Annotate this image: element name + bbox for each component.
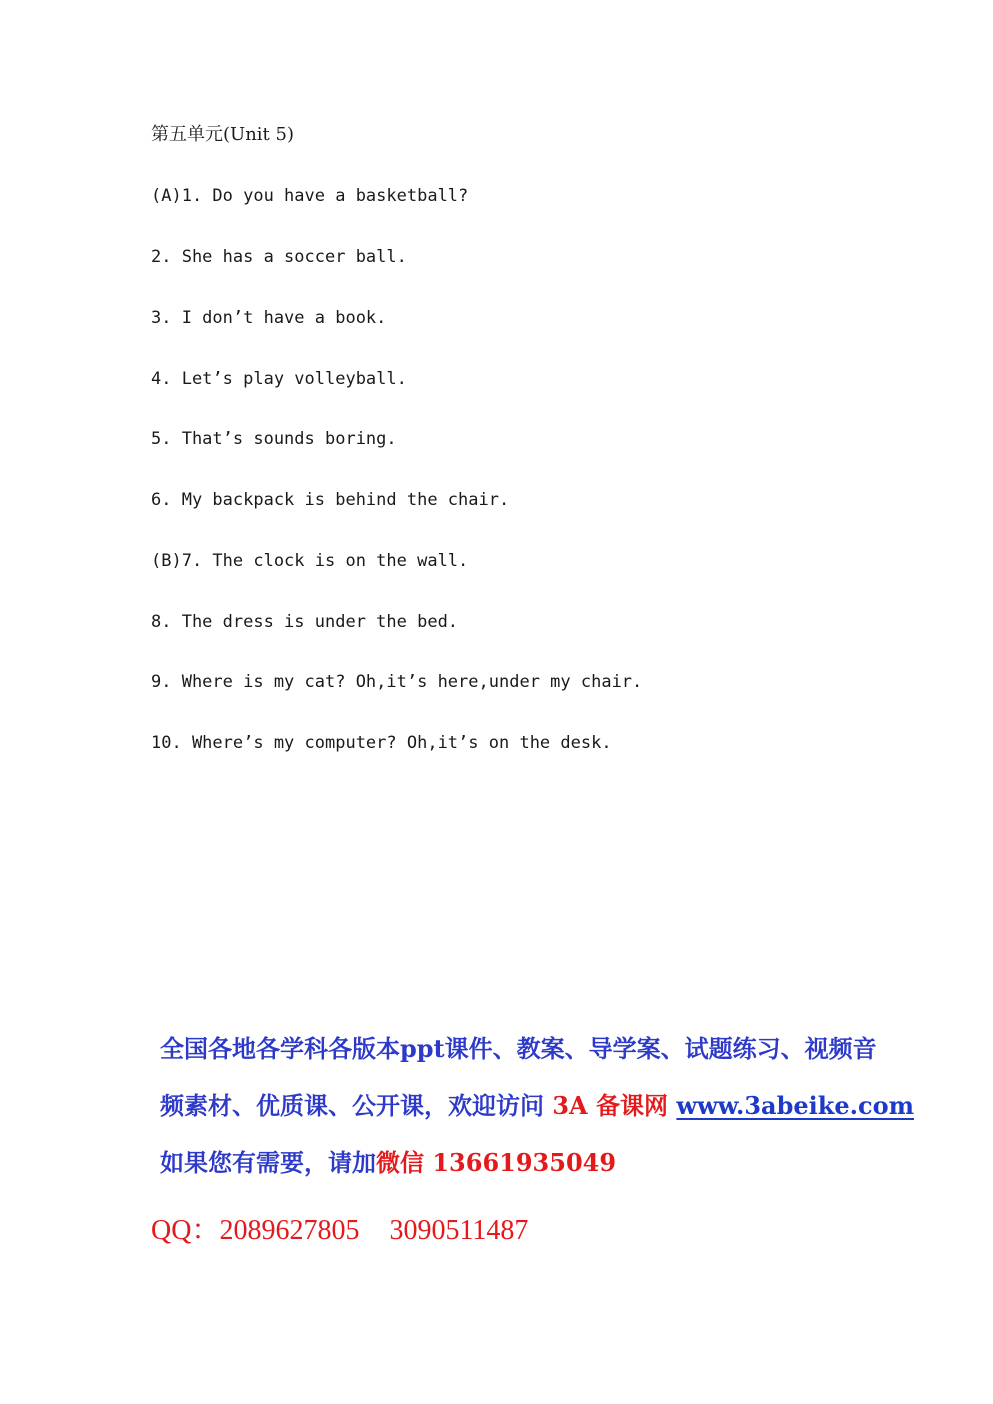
qq-label: QQ：: [151, 1215, 220, 1246]
sentence-line-7: (B)7. The clock is on the wall.: [151, 551, 469, 571]
sentence-line-9: 9. Where is my cat? Oh,it’s here,under my chair.: [151, 672, 643, 692]
sentence-line-8: 8. The dress is under the bed.: [151, 612, 459, 632]
sentence-line-6: 6. My backpack is behind the chair.: [151, 490, 510, 510]
qq-contact-line: [151, 1214, 528, 1248]
promo-line-2: [160, 1091, 914, 1121]
sentence-line-3: 3. I don’t have a book.: [151, 308, 387, 328]
sentence-line-1: (A)1. Do you have a basketball?: [151, 186, 469, 206]
sentence-line-10: 10. Where’s my computer? Oh,it’s on the desk.: [151, 733, 612, 753]
qq-number-1: 2089627805: [219, 1215, 360, 1246]
sentence-line-5: 5. That’s sounds boring.: [151, 429, 397, 449]
promo-line-1: 全国各地各学科各版本ppt课件、教案、导学案、试题练习、视频音: [160, 1034, 877, 1063]
sentence-line-2: 2. She has a soccer ball.: [151, 247, 407, 267]
promo-line-2-prefix: 频素材、优质课、公开课，欢迎访问: [160, 1091, 553, 1120]
sentence-line-4: 4. Let’s play volleyball.: [151, 369, 407, 389]
wechat-contact: 微信 13661935049: [376, 1148, 617, 1177]
promo-line-3-prefix: 如果您有需要，请加: [160, 1148, 376, 1177]
promo-line-3: [160, 1148, 616, 1178]
website-link[interactable]: www.3abeike.com: [676, 1091, 915, 1120]
qq-number-2: 3090511487: [389, 1215, 529, 1246]
brand-name: 3A 备课网: [552, 1091, 669, 1120]
unit-title: 第五单元(Unit 5): [151, 124, 294, 145]
